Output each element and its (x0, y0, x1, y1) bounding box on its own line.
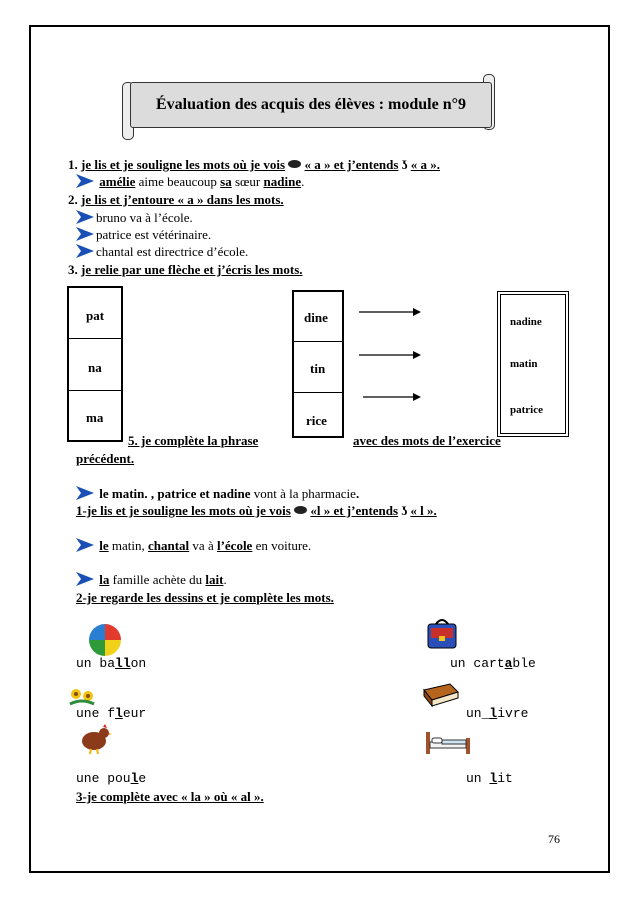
syllable-na: na (88, 360, 102, 375)
instruction-1-text-2: « a » et j’entends (304, 157, 399, 172)
instruction-2-text: je lis et j’entoure « a » dans les mots. (81, 192, 284, 207)
word-livre (466, 706, 528, 721)
instruction-5-part-b (353, 433, 501, 449)
sentence-2-1 (76, 227, 211, 243)
instruction-2 (68, 192, 284, 208)
answer-patrice: patrice (510, 404, 543, 416)
ear-icon: ʖ (401, 503, 408, 518)
word-cartable-start: un cart (450, 656, 505, 671)
word-ballon-end: on (130, 656, 147, 671)
sentence-1-text: aime beaucoup (135, 174, 221, 189)
instruction-l-text-2: «l » et j’entends (310, 503, 399, 518)
word-sa: sa (220, 174, 232, 189)
word-nadine: nadine (263, 174, 302, 189)
word-livre-end: ivre (497, 706, 529, 721)
divider (67, 338, 123, 339)
eye-icon (294, 506, 307, 514)
word-lit-end: it (497, 771, 513, 786)
instruction-l-text: 1-je lis et je souligne les mots où je vois (76, 503, 291, 518)
sentence-1-text-2: sœur (231, 174, 264, 189)
instruction-last (76, 789, 264, 805)
page-title-text: Évaluation des acquis des élèves : module n°9 (156, 96, 466, 113)
word-lit-letters: l (489, 771, 498, 786)
instruction-1-text-3: « a ». (410, 157, 440, 172)
sentence-5-end: . (355, 486, 360, 501)
instruction-3-number: 3. (68, 262, 78, 277)
syllable-rice: rice (306, 413, 327, 428)
word-lit-start: un (466, 771, 490, 786)
page-number: 76 (548, 832, 560, 846)
eye-icon (288, 160, 301, 168)
word-lecole: l’école (216, 538, 253, 553)
sentence-2-2 (76, 244, 248, 260)
sentence-l1-end: en voiture. (252, 538, 312, 553)
sentence-l2-end: . (223, 572, 227, 587)
arrow-bullet-icon (76, 486, 94, 500)
instruction-1-text: je lis et je souligne les mots où je vois (81, 157, 286, 172)
sentence-l1-text-2: va à (189, 538, 217, 553)
word-poule-start: une pou (76, 771, 131, 786)
instruction-3-text: je relie par une flèche et j’écris les mots. (81, 262, 303, 277)
hen-icon (78, 724, 112, 754)
syllable-tin: tin (310, 361, 326, 376)
arrows-group-icon (355, 305, 425, 405)
word-cartable-end: ble (512, 656, 536, 671)
page-title (130, 82, 492, 128)
syllable-ma: ma (86, 410, 104, 425)
word-poule (76, 771, 146, 786)
sentence-5 (76, 486, 359, 502)
instruction-5 (128, 433, 258, 449)
instruction-5-text: 5. je complète la phrase (128, 433, 259, 448)
ear-icon: ʖ (401, 157, 408, 172)
answer-matin: matin (510, 358, 538, 370)
instruction-2-number: 2. (68, 192, 78, 207)
instruction-1-number: 1. (68, 157, 78, 172)
sentence-1-end: . (301, 174, 305, 189)
word-fleur-letters: l (115, 706, 123, 721)
sentence-5-text: vont à la pharmacie (250, 486, 356, 501)
sentence-l1 (76, 538, 311, 554)
divider (292, 392, 344, 393)
syllable-dine: dine (304, 310, 328, 325)
arrow-bullet-icon (76, 227, 94, 241)
book-icon (420, 680, 462, 710)
instruction-drawings-text: 2-je regarde les dessins et je complète les mots. (76, 590, 334, 605)
arrow-bullet-icon (76, 538, 94, 552)
page-border (29, 25, 610, 873)
word-chantal: chantal (148, 538, 190, 553)
word-ballon-letters: ll (115, 656, 131, 671)
schoolbag-icon (425, 616, 459, 650)
bed-icon (424, 728, 472, 756)
instruction-l-text-3: « l ». (410, 503, 437, 518)
arrow-bullet-icon (76, 244, 94, 258)
sentence-l2-text: famille achète du (109, 572, 206, 587)
instruction-drawings (76, 590, 334, 606)
word-le: le (99, 538, 109, 553)
instruction-5-part-c (76, 451, 134, 467)
syllable-pat: pat (86, 308, 105, 323)
instruction-1 (68, 157, 440, 173)
word-ballon (76, 656, 146, 671)
word-cartable (450, 656, 536, 671)
sentence-chantal: chantal est directrice d’école. (96, 244, 249, 259)
ball-icon (86, 622, 124, 656)
word-lit (466, 771, 513, 786)
word-fleur (76, 706, 146, 721)
arrow-bullet-icon (76, 174, 94, 188)
sentence-l1-text: matin, (108, 538, 148, 553)
instruction-l (76, 503, 437, 519)
instruction-3 (68, 262, 303, 278)
arrow-bullet-icon (76, 210, 94, 224)
word-poule-letters: l (130, 771, 139, 786)
sentence-patrice: patrice est vétérinaire. (96, 227, 212, 242)
word-livre-letters: l (489, 706, 498, 721)
word-fleur-start: une f (76, 706, 116, 721)
word-cartable-letters: a (504, 656, 513, 671)
word-ballon-start: un ba (76, 656, 116, 671)
word-la: la (99, 572, 110, 587)
sentence-bruno: bruno va à l’école. (96, 210, 193, 225)
instruction-5-text-2: avec des mots de l’exercice (353, 433, 501, 448)
word-livre-start: un_ (466, 706, 490, 721)
arrow-bullet-icon (76, 572, 94, 586)
instruction-5-text-3: précédent. (76, 451, 135, 466)
word-poule-end: e (138, 771, 147, 786)
sentence-1 (76, 174, 304, 190)
word-fleur-end: eur (122, 706, 147, 721)
sentence-2-0 (76, 210, 193, 226)
word-lait: lait (205, 572, 224, 587)
instruction-last-text: 3-je complète avec « la » où « al ». (76, 789, 264, 804)
flower-icon (66, 684, 98, 708)
word-amelie: amélie (99, 174, 136, 189)
answer-nadine: nadine (510, 316, 542, 328)
divider (67, 390, 123, 391)
sentence-5-bold: le matin. , patrice et nadine (99, 486, 251, 501)
sentence-l2 (76, 572, 227, 588)
divider (292, 341, 344, 342)
